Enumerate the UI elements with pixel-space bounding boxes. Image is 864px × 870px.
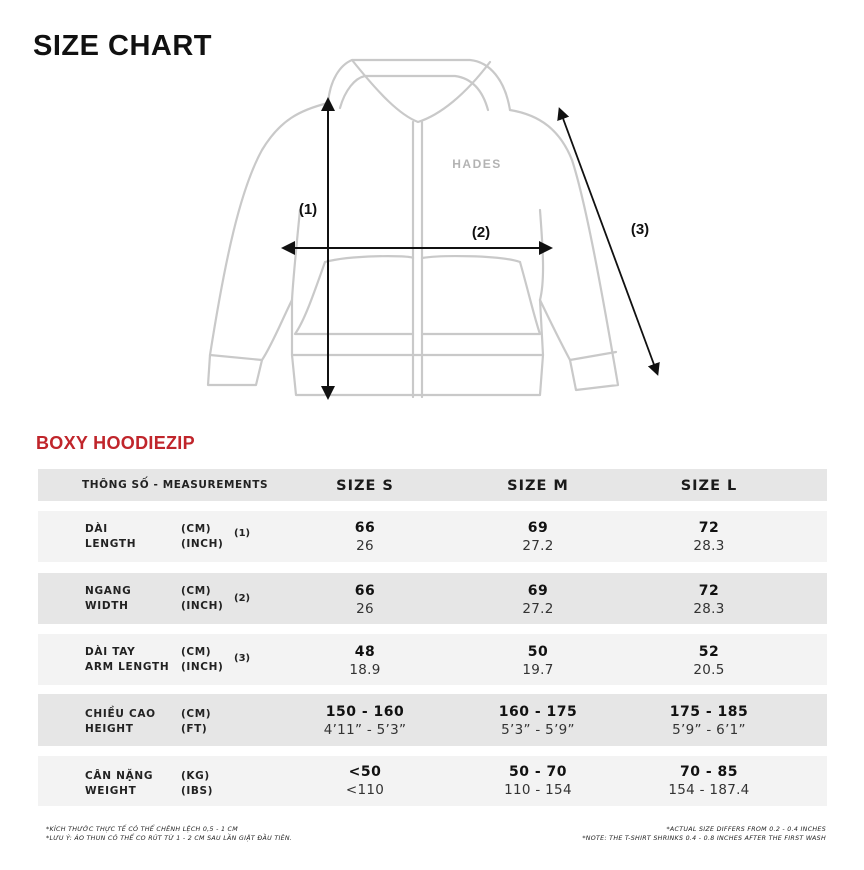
product-name: BOXY HOODIEZIP [36,433,195,453]
label-width: (2) [471,224,491,241]
hoodie-diagram [0,0,864,420]
row-unit: (CM) (INCH) [181,523,224,550]
cell-size-l: 72 28.3 [693,520,725,554]
row-name: NGANG WIDTH [85,585,132,612]
hoodie-outline [208,60,618,397]
row-ref: (2) [234,593,251,604]
page-title: SIZE CHART [33,30,212,62]
row-name: DÀI LENGTH [85,523,137,550]
footnote-left: *KÍCH THƯỚC THỰC TẾ CÓ THỂ CHÊNH LỆCH 0,5 - 1 CM *LƯU Ý: ÁO THUN CÓ THỂ CO RÚT TỪ 1 - 2 CM SAU LẦN GIẶT ĐẦU TIÊN. [46,826,293,842]
footnote-right: *ACTUAL SIZE DIFFERS FROM 0.2 - 0.4 INCHES *NOTE: THE T-SHIRT SHRINKS 0.4 - 0.8 INCHES AFTER THE FIRST WASH [582,826,826,842]
row-name: DÀI TAY ARM LENGTH [85,646,170,673]
cell-size-l: 175 - 185 5’9” - 6’1” [669,704,749,738]
cell-size-s: 66 26 [354,520,376,554]
row-unit: (CM) (INCH) [181,585,224,612]
cell-size-s: 150 - 160 4’11” - 5’3” [323,704,407,738]
header-size-s: SIZE S [336,478,394,494]
cell-size-l: 52 20.5 [693,644,725,678]
row-name: CHIỀU CAO HEIGHT [85,708,156,735]
cell-size-m: 160 - 175 5’3” - 5’9” [498,704,578,738]
cell-size-s: 66 26 [354,583,376,617]
label-arm-length: (3) [630,221,650,238]
label-length: (1) [298,201,318,218]
row-ref: (3) [234,653,251,664]
cell-size-m: 50 - 70 110 - 154 [504,764,572,798]
cell-size-m: 69 27.2 [522,520,554,554]
row-unit: (KG) (IBS) [181,770,214,797]
cell-size-m: 69 27.2 [522,583,554,617]
header-measurements: THÔNG SỐ - MEASUREMENTS [82,479,269,491]
brand-logo: HADES [452,157,502,171]
cell-size-l: 72 28.3 [693,583,725,617]
row-unit: (CM) (FT) [181,708,212,735]
cell-size-s: 48 18.9 [349,644,381,678]
cell-size-s: <50 <110 [345,764,385,798]
header-size-m: SIZE M [507,478,569,494]
header-size-l: SIZE L [680,478,738,494]
row-unit: (CM) (INCH) [181,646,224,673]
cell-size-l: 70 - 85 154 - 187.4 [668,764,750,798]
cell-size-m: 50 19.7 [522,644,554,678]
row-ref: (1) [234,528,251,539]
row-name: CÂN NẶNG WEIGHT [85,770,154,797]
